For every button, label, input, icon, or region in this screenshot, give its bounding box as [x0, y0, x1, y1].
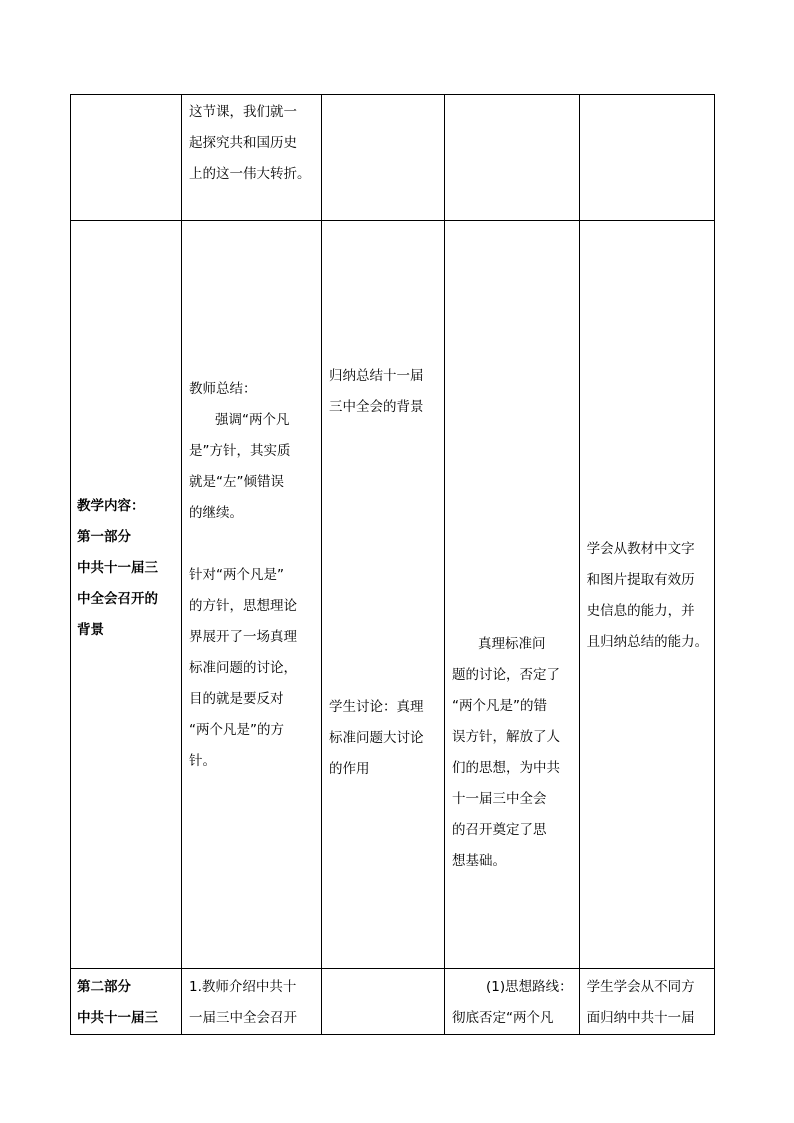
text-line: 三中全会的背景: [329, 399, 424, 415]
text-line: 就是“左”倾错误: [189, 474, 284, 490]
text-line: “两个凡是”的方: [189, 722, 284, 738]
text-line: 史信息的能力，并: [586, 603, 695, 619]
cell-content: [445, 221, 580, 969]
cell-student-activity: [322, 95, 445, 221]
text-line: 彻底否定“两个凡: [452, 1010, 554, 1026]
text-line: 十一届三中全会: [452, 791, 547, 807]
cell-goal: [579, 95, 715, 221]
text-line: 针对“两个凡是”: [189, 567, 284, 583]
section-label: 中共十一届三: [77, 1010, 158, 1026]
text-line: 起探究共和国历史: [189, 135, 297, 151]
cell-goal: [579, 221, 715, 969]
text-line: 的继续。: [189, 505, 243, 521]
cell-teacher-activity: [182, 95, 322, 221]
text-line: “两个凡是”的错: [452, 698, 547, 714]
section-label: 第二部分: [77, 979, 131, 995]
lesson-plan-table: [70, 94, 715, 1035]
text-line: 想基础。: [452, 853, 506, 869]
cell-section: [71, 95, 182, 221]
text-line: 一届三中全会召开: [189, 1010, 297, 1026]
text-line: (1)思想路线：: [486, 979, 573, 995]
text-line: 强调“两个凡: [215, 412, 290, 428]
text-line: 教师总结：: [189, 381, 257, 397]
text-line: 且归纳总结的能力。: [586, 634, 709, 650]
text-line: 的作用: [329, 761, 370, 777]
cell-teacher-activity: [182, 969, 322, 1035]
text-line: 误方针，解放了人: [452, 729, 560, 745]
section-label: 教学内容：: [77, 498, 145, 514]
text-line: 学会从教材中文字: [586, 541, 695, 557]
text-line: 真理标准问: [478, 636, 546, 652]
text-line: 的召开奠定了思: [452, 822, 547, 838]
cell-student-activity: [322, 221, 445, 969]
cell-section: [71, 221, 182, 969]
text-line: 这节课，我们就一: [189, 104, 297, 120]
cell-student-activity: [322, 969, 445, 1035]
text-line: 针。: [189, 753, 216, 769]
text-line: 目的就是要反对: [189, 691, 284, 707]
section-label: 中全会召开的: [77, 591, 158, 607]
section-label: 第一部分: [77, 529, 131, 545]
text-line: 上的这一伟大转折。: [189, 166, 311, 182]
text-line: 学生讨论：真理: [329, 699, 424, 715]
cell-content: [445, 969, 580, 1035]
text-line: 界展开了一场真理: [189, 629, 297, 645]
text-line: 的方针，思想理论: [189, 598, 297, 614]
cell-goal: [579, 969, 715, 1035]
cell-section: [71, 969, 182, 1035]
cell-content: [445, 95, 580, 221]
text-line: 面归纳中共十一届: [586, 1010, 695, 1026]
text-line: 是”方针，其实质: [189, 443, 291, 459]
text-line: 标准问题的讨论，: [189, 660, 297, 676]
text-line: 们的思想，为中共: [452, 760, 560, 776]
text-line: 1.教师介绍中共十: [189, 979, 297, 995]
text-line: 标准问题大讨论: [329, 730, 424, 746]
cell-teacher-activity: [182, 221, 322, 969]
section-label: 中共十一届三: [77, 560, 158, 576]
section-label: 背景: [77, 622, 104, 638]
text-line: 和图片提取有效历: [586, 572, 695, 588]
table-row: [71, 221, 715, 969]
text-line: 学生学会从不同方: [586, 979, 695, 995]
text-line: 题的讨论，否定了: [452, 667, 560, 683]
table-row: [71, 969, 715, 1035]
blank-line: [189, 529, 315, 560]
table-row: [71, 95, 715, 221]
text-line: 归纳总结十一届: [329, 368, 424, 384]
